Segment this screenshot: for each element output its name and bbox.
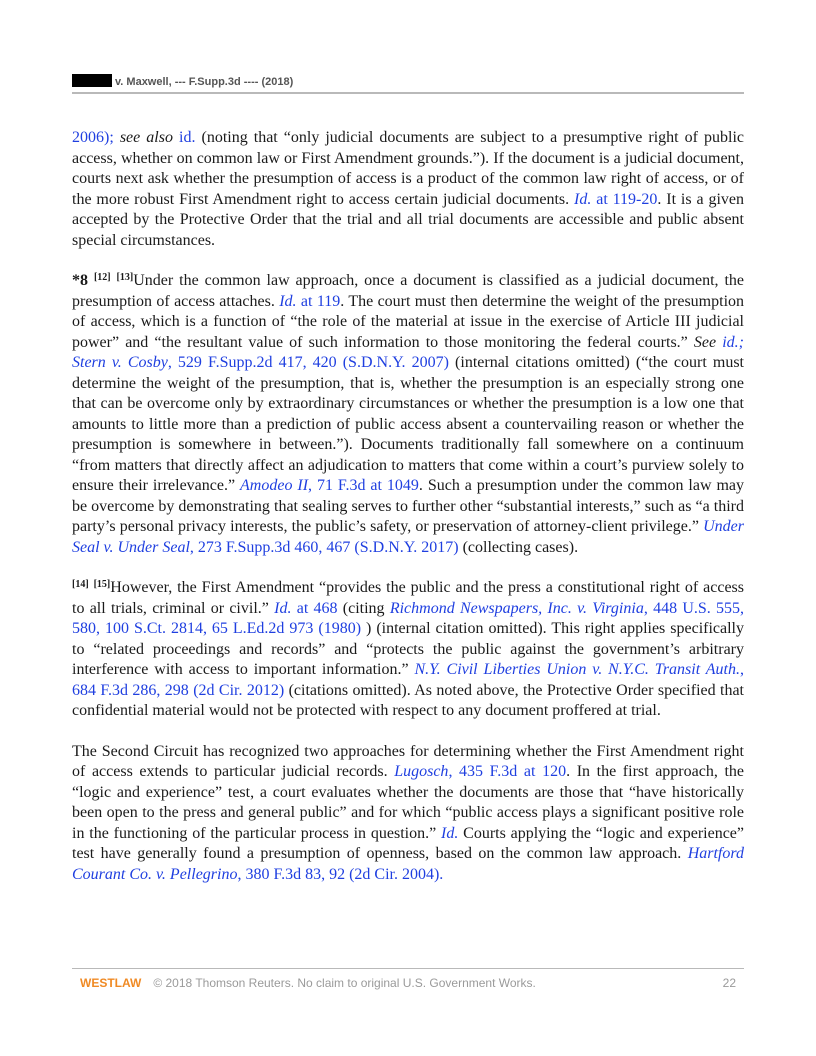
star-page-marker: *8 bbox=[72, 272, 88, 289]
text-span: (citations omitted). As noted above, the Protective Order specified that confidential material would not be protected with respect to any document proffered at trial. bbox=[72, 681, 744, 719]
citation-case-name: N.Y. Civil Liberties Union v. N.Y.C. Transit Auth. bbox=[414, 661, 741, 678]
header-divider bbox=[72, 92, 744, 94]
headnote-marker-14[interactable]: [14] bbox=[72, 579, 89, 590]
westlaw-logo: WESTLAW bbox=[80, 976, 142, 990]
text-span: Under the common law approach, once a document is classified as a judicial document, the presumption of access attaches. bbox=[72, 272, 745, 310]
text-span: . In the first approach, the “logic and experience” test, a court evaluates whether the documents are those that “have historically been open to the press and general public” and for which “public access plays a significant positive role in the functioning of the particular process in question.” bbox=[72, 763, 744, 842]
citation-link-lugosch[interactable] bbox=[394, 763, 566, 780]
text-span: The Second Circuit has recognized two approaches for determining whether the First Amendment right of access extends to particular judicial records. bbox=[72, 742, 744, 780]
text-span: (internal citations omitted) (“the court must determine the weight of the presumption, that is, whether the presumption is an especially strong one that can be overcome only by extraordinary circumstances or whether the presumption is a low one that amounts to little more than a prediction of public access absent a countervailing reason or whether the presumption is somewhere in between.”). Documents traditionally fall somewhere on a continuum “from matters that directly affect an adjudication to matters that come within a court’s purview solely to ensure their irrelevance.” bbox=[72, 354, 745, 494]
paragraph-2 bbox=[72, 271, 744, 558]
citation-italic: id.; bbox=[722, 333, 745, 351]
signal-see: See bbox=[693, 333, 717, 351]
citation-italic: Id. bbox=[274, 599, 292, 617]
citation-link-id[interactable]: Id. bbox=[441, 824, 459, 842]
paragraph-1 bbox=[72, 128, 744, 251]
paragraph-3 bbox=[72, 578, 744, 722]
citation-case-name: Hartford Courant Co. v. Pellegrino bbox=[72, 845, 744, 883]
text-span: Courts applying the “logic and experience” test have generally found a presumption of openness, based on the common law approach. bbox=[72, 824, 744, 862]
copyright-notice: © 2018 Thomson Reuters. No claim to original U.S. Government Works. bbox=[153, 976, 536, 990]
citation-link-id-119-20[interactable] bbox=[574, 191, 657, 208]
footer-divider bbox=[72, 968, 744, 969]
citation-link-id[interactable]: id. bbox=[179, 129, 196, 146]
paragraph-4 bbox=[72, 742, 744, 886]
citation-case-name: Amodeo II bbox=[240, 477, 309, 494]
citation-link-id-119[interactable] bbox=[279, 293, 340, 310]
headnote-marker-12[interactable]: [12] bbox=[93, 272, 111, 283]
citation-pin: at 468 bbox=[291, 599, 338, 617]
citation-reporter: , 435 F.3d at 120 bbox=[448, 763, 567, 780]
citation-reporter: , 380 F.3d 83, 92 (2d Cir. 2004). bbox=[237, 865, 444, 883]
redaction-block bbox=[72, 74, 112, 87]
citation-link-amodeo-ii[interactable] bbox=[240, 477, 419, 494]
citation-reporter: , 273 F.Supp.3d 460, 467 (S.D.N.Y. 2017) bbox=[189, 538, 459, 556]
text-span: (noting that “only judicial documents are subject to a presumptive right of public access, whether on common law or First Amendment grounds.”). If the document is a judicial document, courts next ask whether the presumption of access is a product of the common law right of access, or of the more robust First Amendment right to access certain judicial documents. bbox=[72, 129, 745, 208]
running-header bbox=[72, 74, 744, 89]
citation-italic: Id. bbox=[279, 292, 297, 310]
text-span: (collecting cases). bbox=[458, 538, 579, 556]
citation-case-name: Under Seal v. Under Seal bbox=[72, 518, 744, 556]
citation-link-id-468[interactable] bbox=[274, 600, 337, 617]
headnote-marker-13[interactable]: [13] bbox=[116, 272, 134, 283]
page-footer bbox=[80, 975, 736, 991]
signal-see-also: see also bbox=[119, 129, 173, 146]
citation-link-2006[interactable]: 2006); bbox=[72, 129, 120, 146]
text-span: (citing bbox=[337, 599, 390, 617]
citation-case-name: Richmond Newspapers, Inc. v. Virginia bbox=[389, 599, 644, 617]
opinion-body bbox=[72, 128, 744, 905]
citation-case-name: Stern v. Cosby bbox=[72, 354, 168, 371]
case-title: v. Maxwell, --- F.Supp.3d ---- (2018) bbox=[115, 76, 294, 88]
text-span: However, the First Amendment “provides the public and the press a constitutional right of access to all trials, criminal or civil.” bbox=[72, 579, 745, 617]
text-span: . The court must then determine the weight of the presumption of access, which is a function of “the role of the material at issue in the exercise of Article III judicial power” and “the resultant value of such information to those monitoring the federal courts.” bbox=[72, 292, 745, 351]
headnote-marker-15[interactable]: [15] bbox=[93, 579, 111, 590]
citation-reporter: , 71 F.3d at 1049 bbox=[308, 477, 419, 494]
citation-reporter: , 529 F.Supp.2d 417, 420 (S.D.N.Y. 2007) bbox=[167, 354, 449, 371]
citation-pin: at 119 bbox=[296, 292, 341, 310]
text-span: . Such a presumption under the common law may be overcome by demonstrating that sealing serves to further other “substantial interests,” such as “a third party’s personal privacy interests, the public’s safety, or preservation of attorney-client privilege.” bbox=[72, 477, 744, 535]
citation-pin: at 119-20 bbox=[591, 190, 658, 208]
citation-italic: Id. bbox=[574, 190, 592, 208]
citation-reporter: , 684 F.3d 286, 298 (2d Cir. 2012) bbox=[72, 661, 745, 699]
citation-case-name: Lugosch bbox=[394, 763, 449, 780]
citation-reporter: , 448 U.S. 555, 580, 100 S.Ct. 2814, 65 L.Ed.2d 973 (1980) bbox=[72, 599, 745, 637]
text-span: ) (internal citation omitted). This right applies specifically to “related proceedings and records” and “protects the public against the government’s arbitrary interference with access to important information.” bbox=[72, 620, 745, 678]
page-number: 22 bbox=[722, 976, 736, 990]
text-span: . It is a given accepted by the Protective Order that the trial and all trial documents are accessible and public absent special circumstances. bbox=[72, 190, 745, 249]
